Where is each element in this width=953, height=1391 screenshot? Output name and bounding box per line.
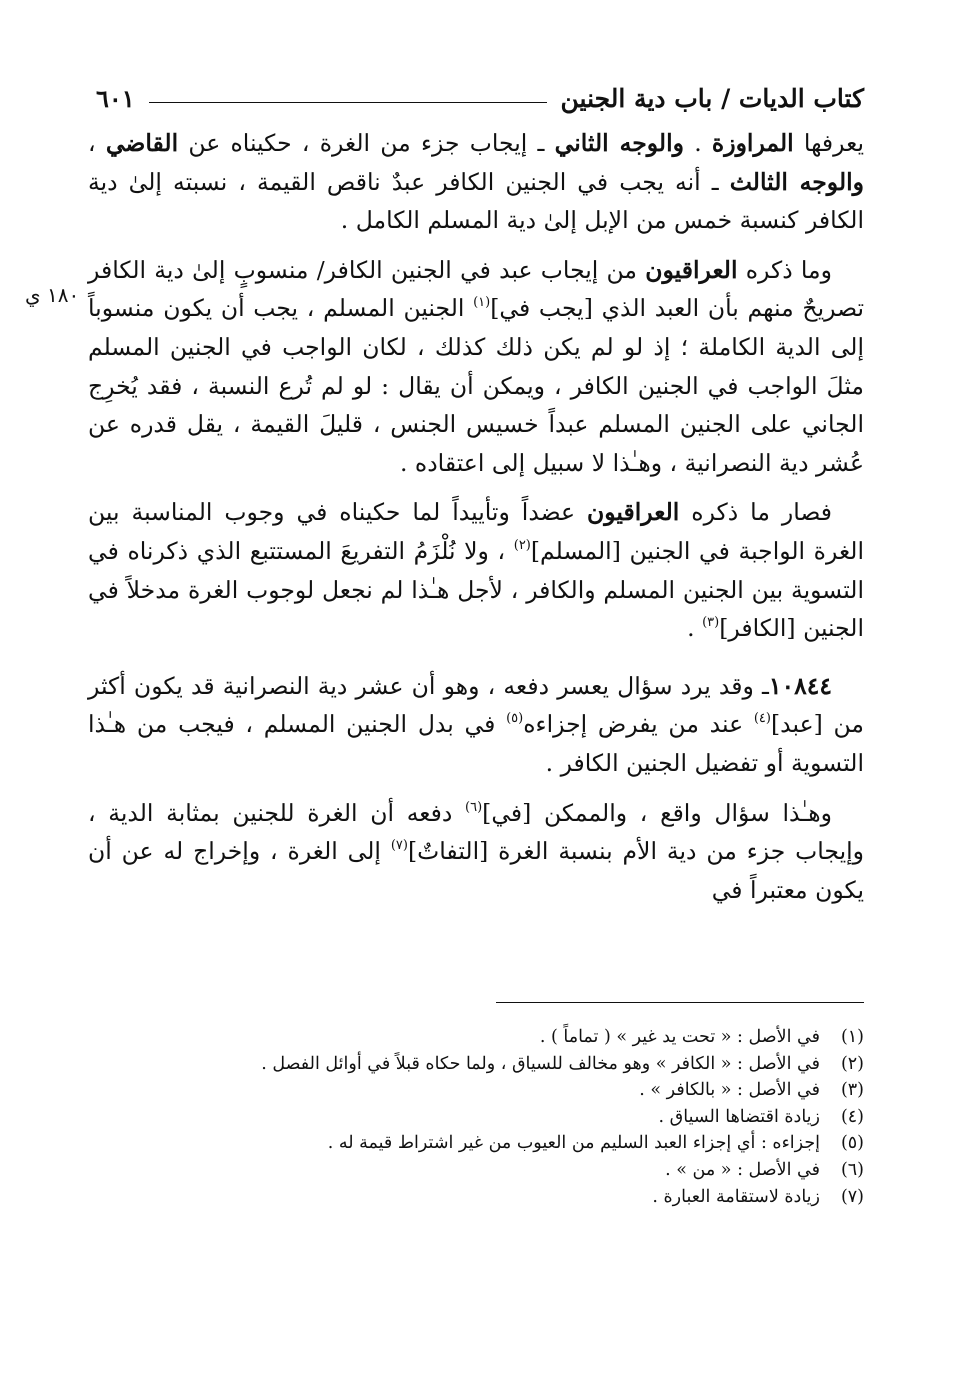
footnote-item: (٢) في الأصل : « الكافر » وهو مخالف للسياق ، ولما حكاه قبلاً في أوائل الفصل . [261,1053,864,1074]
footnote-item: (٥) إجزاءه : أي إجزاء العبد السليم من العيوب من غير اشتراط قيمة له . [327,1133,864,1154]
footnote-item: (٧) زيادة لاستقامة العبارة . [652,1186,864,1207]
footnote-ref-5: (٥) [506,711,524,727]
page-number: ٦٠١ [96,83,135,113]
footnote-ref-3: (٣) [702,615,720,631]
footnote-item: (٣) في الأصل : « بالكافر » . [639,1080,864,1101]
header-title: كتاب الديات / باب دية الجنين [560,83,864,113]
paragraph-5: وهـٰذا سؤال واقع ، والممكن [في]$^{(٦)}$ دفعه أن الغرة للجنين بمثابة الدية ، وإيجاب جزء من دية الأم بنسبة الغرة [التفاتٌ]$^{(٧)}$ إلى الغرة ، وإخراج له عن أن يكون معتبراً في [88,798,864,904]
paragraph-1: يعرفها المراوزة . والوجه الثاني ـ إيجاب جزء من الغرة ، حكيناه عن القاضي ، والوجه الثالث ـ أنه يجب في الجنين الكافر عبدٌ ناقص القيمة ، نسبته إلىٰ دية الكافر كنسبة خمس من الإبل إلىٰ دية المسلم الكامل . [88,129,864,235]
margin-folio-note: ١٨٠ ي [25,283,80,307]
footnote-item: (١) في الأصل : « تحت يد غير » ( تماماً ) . [539,1027,864,1047]
running-header [96,76,864,120]
paragraph-3: فصار ما ذكره العراقيون عضداً وتأييداً لما حكيناه في وجوب المناسبة بين الغرة الواجبة في الجنين [المسلم]$^{(٢)}$ ، ولا نُلْزَمُ التفريعَ المستتبع الذي ذكرناه في التسوية بين الجنين المسلم والكافر ، لأجل هـٰذا لم نجعل لوجوب الغرة مدخلاً في الجنين [الكافر]$^{(٣)}$ . [88,498,864,643]
footnote-separator [496,1002,864,1003]
footnote-ref-1: (١) [473,295,491,311]
section-number: ١٠٨٤٤ [768,671,832,700]
footnotes [120,1024,864,1210]
paragraph-2: وما ذكره العراقيون من إيجاب عبد في الجنين الكافر/ منسوبٍ إلىٰ دية الكافر تصريحٌ منهم بأن العبد الذي [يجب في]$^{(١)}$ الجنين المسلم ، يجب أن يكون منسوباً إلى الدية الكاملة ؛ إذ لو لم يكن ذلك كذلك ، لكان الواجب في الجنين المسلم مثلَ الواجب في الجنين الكافر ، ويمكن أن يقال : لو لم تُرع النسبة ، فقد يُخرِج الجاني على الجنين المسلم عبداً خسيس الجنس ، قليلَ القيمة ، يقل قدره عن عُشر دية النصرانية ، وهـٰذا لا سبيل إلى اعتقاده . [88,255,864,477]
header-rule [149,102,547,103]
footnote-ref-2: (٢) [513,537,531,553]
paragraph-4: ١٠٨٤٤ـ وقد يرد سؤال يعسر دفعه ، وهو أن عشر دية النصرانية قد يكون أكثر من [عبد]$^{(٤)}$ عند من يفرض إجزاءه$^{(٥)}$ في بدل الجنين المسلم ، فيجب من هـٰذا التسوية أو تفضيل الجنين الكافر . [88,671,864,777]
footnote-ref-6: (٦) [465,799,483,815]
footnote-item: (٤) زيادة اقتضاها السياق . [658,1106,864,1127]
footnote-ref-7: (٧) [390,838,408,854]
footnote-item: (٦) في الأصل : « من » . [665,1159,864,1180]
footnote-ref-4: (٤) [753,711,771,727]
main-text [88,124,864,909]
